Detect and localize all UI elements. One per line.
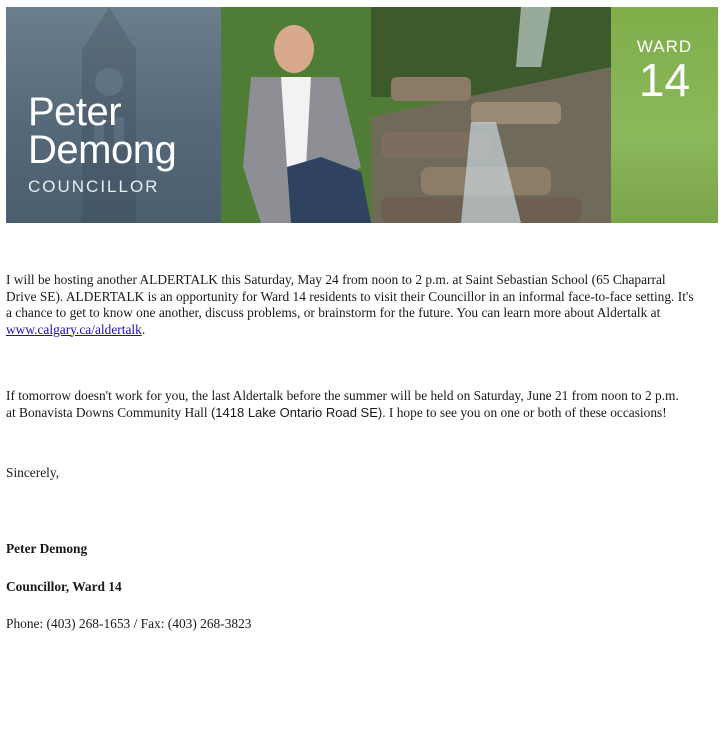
photo-scene xyxy=(221,7,611,223)
councillor-name-block xyxy=(28,90,177,197)
name-panel xyxy=(6,7,221,223)
role-title: COUNCILLOR xyxy=(28,177,160,196)
councillor-photo xyxy=(221,7,611,223)
header-banner xyxy=(6,7,718,223)
signature-title: Councillor, Ward 14 xyxy=(6,579,122,594)
ward-label: WARD xyxy=(636,37,693,56)
last-name: Demong xyxy=(28,128,177,172)
ward-number: 14 xyxy=(638,54,691,106)
first-name: Peter xyxy=(28,90,122,134)
aldertalk-link[interactable]: www.calgary.ca/aldertalk xyxy=(6,321,142,337)
paragraph-end: . I hope to see you on one or both of these occasions! xyxy=(382,404,667,420)
paragraph-end: . xyxy=(141,321,146,337)
paragraph-aldertalk-may xyxy=(6,272,696,338)
signature-name: Peter Demong xyxy=(6,541,88,556)
paragraph-text: If tomorrow doesn't work for you, the last Aldertalk before the summer will be held on Saturday, June 21 from noon to 2 p.m. at Bonavista Downs Community Hall xyxy=(6,388,679,420)
contact-phone-fax: Phone: (403) 268-1653 / Fax: (403) 268-3823 xyxy=(6,616,252,631)
closing: Sincerely, xyxy=(6,465,60,480)
ward-panel xyxy=(611,7,718,223)
paragraph-text: I will be hosting another ALDERTALK this Saturday, May 24 from noon to 2 p.m. at Saint Sebastian School (65 Chaparral Drive SE). ALDERTALK is an opportunity for Ward 14 residents to visit their Councillor in an informal face-to-face setting. It's a chance to get to know one another, discuss problems, or brainstorm for the future. You can learn more about Aldertalk at xyxy=(6,272,694,320)
hall-address: (1418 Lake Ontario Road SE) xyxy=(210,404,383,420)
paragraph-aldertalk-june xyxy=(6,388,686,421)
